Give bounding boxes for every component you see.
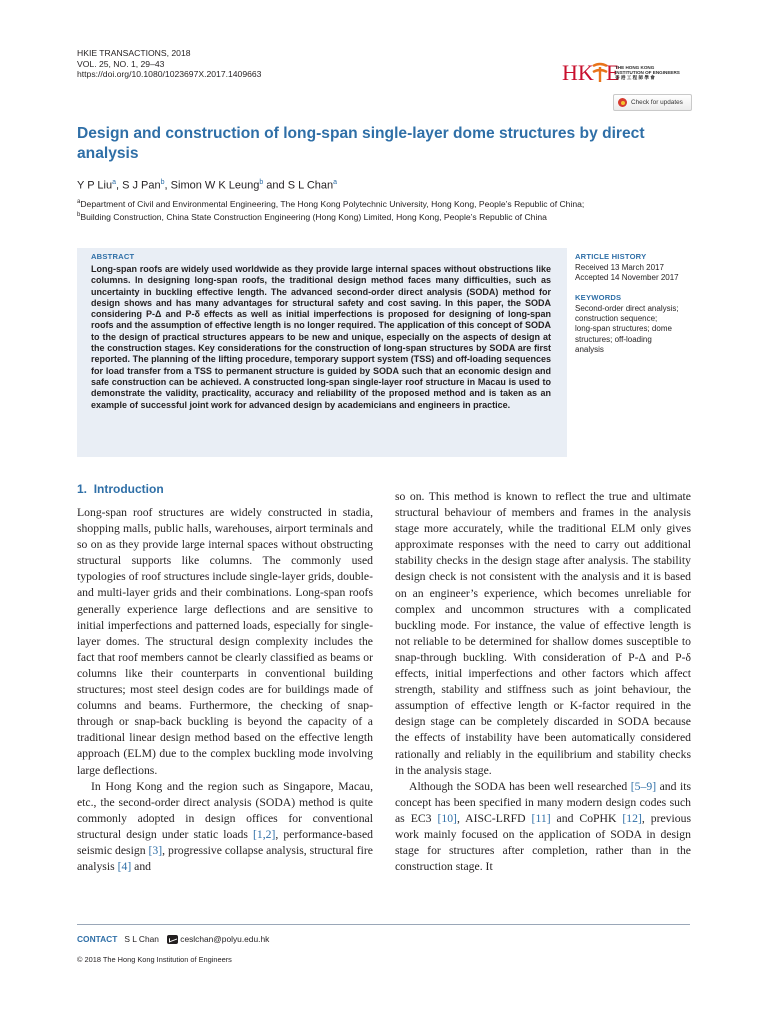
doi-link[interactable]: https://doi.org/10.1080/1023697X.2017.1409663 [77, 69, 262, 80]
author-list [77, 179, 337, 192]
section-heading [77, 482, 164, 496]
keyword-line: Second-order direct analysis; [575, 304, 679, 313]
check-for-updates-button[interactable] [613, 94, 692, 111]
paragraph-text: , performance-based seismic design [77, 827, 373, 857]
paragraph [395, 779, 691, 876]
affiliation-text: Department of Civil and Environmental Engineering, The Hong Kong Polytechnic University, Hong Kong, People’s Republic of China; [80, 199, 585, 209]
author-separator: , [164, 179, 171, 192]
svg-text:E: E [606, 60, 620, 85]
author-name[interactable]: Y P Liu [77, 179, 113, 192]
affiliation-b [77, 212, 547, 222]
paragraph: so on. This method is known to reflect the true and ultimate structural behaviour of members and frames in the analysis stage more accurately, while the traditional ELM only gives approximate responses with the need to carry out additional stability checks in the design stage after analysis. The stability design check is not consistent with the analysis and it is based on an engineer’s experience, which becomes unreliable for complex and uncommon structures with a complicated buckling mode. For instance, the value of effective length is not reliable to be determined for shallow domes susceptible to snap-through buckling. With consideration of P-Δ and P-δ effects, initial imperfections and other factors which affect strength, stability and stiffness such as joint behaviour, the assumption of effective length or K-factor required in the design stage can be completely discarded in SODA because the effects of instability have been automatically considered rationally and reliably in the equilibrium and stability checks in the analysis stage. [395, 490, 691, 777]
logo-line-1: THE HONG KONG [615, 65, 655, 70]
hkie-logo [562, 58, 692, 92]
paragraph-text: , progressive collapse analysis, structural fire analysis [77, 843, 373, 874]
author-name[interactable]: Simon W K Leung [170, 179, 260, 192]
hkie-logo-mark-icon [562, 58, 620, 88]
paragraph-text: , AISC-LRFD [456, 811, 532, 825]
contact-line [77, 934, 269, 944]
author-separator: and [263, 179, 288, 192]
received-date: Received 13 March 2017 [575, 263, 664, 272]
article-history [575, 263, 695, 283]
paragraph-text: In Hong Kong and the region such as Singapore, Macau, etc., the second-order direct analysis (SODA) method is quite commonly adopted in design offices for conventional structural design under static loads [77, 779, 373, 841]
copyright-notice: © 2018 The Hong Kong Institution of Engineers [77, 955, 232, 964]
affiliation-text: Building Construction, China State Construction Engineering (Hong Kong) Limited, Hong Kong, People’s Republic of China [80, 212, 547, 222]
check-for-updates-label: Check for updates [631, 99, 683, 106]
section-title: Introduction [93, 482, 164, 496]
paragraph-text: , previous work mainly focused on the application of SODA in design stage for structures after completion, rather than in the construction stage. It [395, 811, 692, 874]
affiliation-mark: b [77, 212, 81, 219]
keyword-line: structures; off-loading [575, 334, 652, 344]
author-name[interactable]: S J Pan [122, 179, 161, 192]
contact-name: S L Chan [124, 934, 159, 944]
section-number: 1. [77, 482, 88, 496]
paragraph-text: and CoPHK [550, 811, 623, 825]
citation-link[interactable]: [4] [117, 860, 132, 874]
paragraph-text: Although the SODA has been well researched [409, 779, 631, 793]
paragraph-text: and its concept has been specified in many modern design codes such as EC3 [395, 779, 691, 825]
citation-link[interactable]: [10] [437, 811, 457, 825]
paragraph [77, 779, 373, 876]
abstract-text: Long-span roofs are widely used worldwide as they provide large internal spaces without obstructions like columns. In designing long-span roofs, the traditional design method faces many difficulties, such as uncertainty in buckling effective length. The advanced second-order direct analysis (SODA) method for design shows and has many advantages for structural safety and cost saving. In this paper, the SODA considering P-Δ and P-δ effects as well as initial imperfections is proposed for designing of long-span roofs and the assumption of effective length is no longer required. The application of this concept of SODA to the design of practical structures appears to be new and unique, especially on the aspects of design at the construction stages. Key considerations for the construction of long-span structures by SODA are first reported. The planning of the lifting procedure, temporary support system (TSS) and off-loading sequences for load transfer from a TSS to permanent structure is guided by SODA such that an economic design and safe construction can be achieved. A constructed long-span single-layer roof structure in Macau is used to demonstrate the validity, practicality, accuracy and reliability of the proposed method and is taken as an example of successful joint work for advanced design by academicians and engineers in practice. [91, 264, 551, 410]
keyword-line: construction sequence; [575, 314, 658, 324]
footer-divider [77, 924, 690, 925]
keywords-heading: KEYWORDS [575, 293, 622, 302]
abstract-heading: ABSTRACT [91, 252, 135, 261]
affiliation-a [77, 199, 584, 209]
hkie-logo-text [615, 65, 680, 81]
article-title: Design and construction of long-span single-layer dome structures by direct analysis [77, 125, 645, 162]
author-affiliation-mark: b [160, 179, 165, 186]
journal-volume: VOL. 25, NO. 1, 29–43 [77, 58, 165, 69]
article-history-heading: ARTICLE HISTORY [575, 252, 647, 261]
author-affiliation-mark: a [333, 179, 338, 186]
logo-line-3: 香 港 工 程 師 學 會 [615, 75, 655, 81]
citation-link[interactable]: [12] [622, 811, 642, 825]
author-affiliation-mark: b [259, 179, 264, 186]
citation-link[interactable]: [1,2] [253, 827, 276, 841]
paragraph-text: and [131, 860, 152, 874]
citation-link[interactable]: [3] [148, 843, 163, 857]
crossmark-icon [618, 98, 627, 107]
paragraph: Long-span roof structures are widely constructed in stadia, shopping malls, public halls, warehouses, airport terminals and so on as they provide large internal spaces without obstructing structural supports like columns. The commonly used typologies of roof structures include single-layer grids, double- and multi-layer grids and their combinations. Long-span roofs generally experience large deflections and are sensitive to initial imperfections and patterned loads, especially for single-layer domes. The structural design complexity includes the fact that roof members cannot be clearly classified as beams or columns like their counterparts in conventional building structures; most steel design codes are for buildings made of columns and beams. Furthermore, the checking of snap-through or snap-back buckling is beyond the capacity of a traditional linear design method based on the effective length approach (ELM) due to the complex buckling mode involving large deflections. [77, 506, 373, 777]
body-column-left [77, 505, 373, 875]
accepted-date: Accepted 14 November 2017 [575, 273, 679, 283]
keyword-line: long-span structures; dome [575, 324, 672, 334]
body-column-right [395, 489, 691, 875]
journal-name: HKIE TRANSACTIONS, 2018 [77, 48, 191, 58]
contact-label: CONTACT [77, 934, 118, 944]
author-name[interactable]: S L Chan [287, 179, 334, 192]
author-affiliation-mark: a [112, 179, 116, 186]
citation-link[interactable]: [5–9] [630, 779, 657, 793]
email-icon [167, 935, 178, 944]
svg-text:HK: HK [562, 60, 594, 85]
keywords-list [575, 304, 695, 355]
author-separator: , [115, 179, 123, 192]
logo-line-2: INSTITUTION OF ENGINEERS [615, 70, 680, 76]
affiliation-mark: a [77, 199, 81, 206]
journal-info [77, 48, 261, 80]
contact-email-link[interactable]: ceslchan@polyu.edu.hk [180, 934, 270, 944]
citation-link[interactable]: [11] [531, 811, 551, 825]
keyword-line: analysis [575, 344, 604, 354]
